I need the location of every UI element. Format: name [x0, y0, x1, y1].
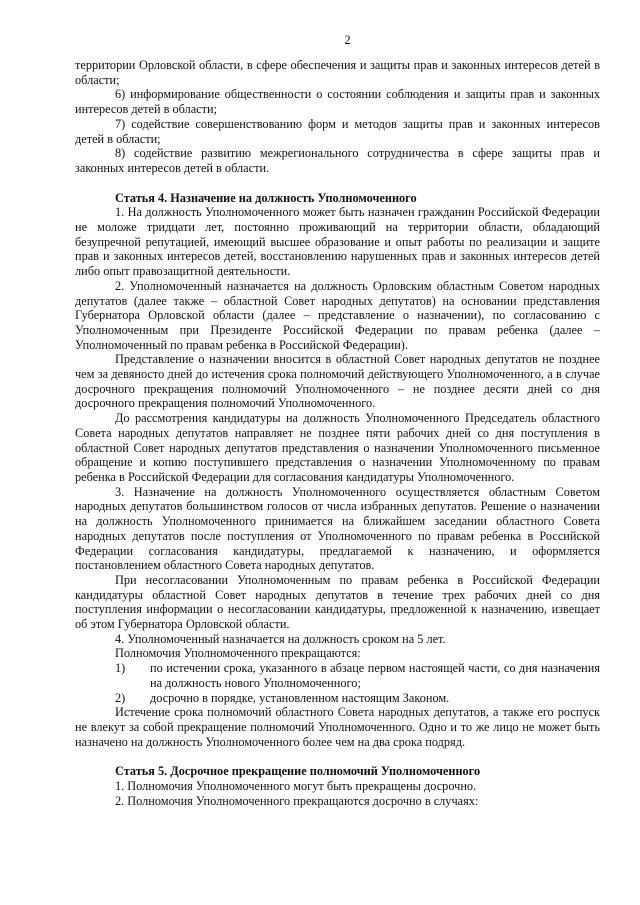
article-4-paragraph: Истечение срока полномочий областного Совета народных депутатов, а также его роспуск не влекут за собой прекращение полномочий Уполномоченного. Одно и то же лицо не может быть назначено на должность Уполномоченного более чем на два срока подряд.: [75, 705, 600, 749]
article-4-paragraph: 3. Назначение на должность Уполномоченного осуществляется областным Советом народных депутатов большинством голосов от числа избранных депутатов. Решение о назначении на должность Уполномоченного принимается на ближайшем заседании областного Совета народных депутатов после поступления от Уполномоченного по правам ребенка в Российской Федерации согласования кандидатуры, предлагаемой к назначению, и оформляется постановлением областного Совета народных депутатов.: [75, 484, 600, 573]
article-4-paragraph: Представление о назначении вносится в областной Совет народных депутатов не позднее чем за девяносто дней до истечения срока полномочий действующего Уполномоченного, а в случае досрочного прекращения полномочий Уполномоченного – не позднее десяти дней со дня досрочного прекращения полномочий Уполномоченного.: [75, 352, 600, 411]
page-number: 2: [344, 33, 351, 47]
section-gap: [75, 176, 600, 191]
subitem-text: досрочно в порядке, установленном настоящим Законом.: [150, 690, 450, 705]
article-5-title: Статья 5. Досрочное прекращение полномочий Уполномоченного: [115, 764, 481, 779]
article-4-paragraph: При несогласовании Уполномоченным по правам ребенка в Российской Федерации кандидатуры областной Совет народных депутатов в течение трех рабочих дней со дня поступления информации о несогласовании кандидатуры, предложенной к назначению, извещает об этом Губернатора Орловской области.: [75, 572, 600, 632]
subitem-text: по истечении срока, указанного в абзаце первом настоящей части, со дня назначения на должность нового Уполномоченного;: [150, 661, 600, 690]
subitem-number: 2): [115, 690, 126, 705]
intro-continuation: территории Орловской области, в сфере обеспечения и защиты прав и законных интересов детей в области;: [75, 58, 600, 87]
article-4-paragraph: 1. На должность Уполномоченного может быть назначен гражданин Российской Федерации не моложе тридцати лет, постоянно проживающий на территории области, обладающий безупречной репутацией, имеющий высшее образование и опыт работы по реализации и защите прав и законных интересов детей, восстановлению нарушенных прав и законных интересов детей либо опыт правозащитной деятельности.: [75, 205, 600, 279]
article-4-title: Статья 4. Назначение на должность Уполномоченного: [115, 190, 417, 205]
article-5-paragraph: 2. Полномочия Уполномоченного прекращаются досрочно в случаях:: [115, 793, 479, 808]
article-4-subitem-1: [75, 661, 600, 690]
list-item-7: 7) содействие совершенствованию форм и методов защиты прав и законных интересов детей в области;: [75, 116, 600, 146]
list-item-8: 8) содействие развитию межрегионального сотрудничества в сфере защиты прав и законных интересов детей в области.: [75, 146, 600, 175]
section-gap: [75, 749, 600, 764]
article-4-subitem-2: [75, 691, 600, 706]
list-item-6: 6) информирование общественности о состоянии соблюдения и защиты прав и законных интересов детей в области;: [75, 87, 600, 117]
article-4-paragraph: 4. Уполномоченный назначается на должность сроком на 5 лет.: [115, 631, 446, 646]
article-4-paragraph: До рассмотрения кандидатуры на должность Уполномоченного Председатель областного Совета народных депутатов направляет не позднее пяти рабочих дней со дня поступления в областной Совет народных депутатов представления о назначении Уполномоченного письменное обращение и копию поступившего представления о назначении Уполномоченному по правам ребенка в Российской Федерации для согласования кандидатуры Уполномоченного.: [75, 411, 600, 484]
article-5-paragraph: 1. Полномочия Уполномоченного могут быть прекращены досрочно.: [115, 779, 477, 794]
subitem-number: 1): [115, 661, 126, 676]
article-4-paragraph: Полномочия Уполномоченного прекращаются:: [115, 646, 361, 661]
article-4-paragraph: 2. Уполномоченный назначается на должность Орловским областным Советом народных депутатов (далее также – областной Совет народных депутатов) на основании представления Губернатора Орловской области (далее – представление о назначении), по согласованию с Уполномоченным при Президенте Российской Федерации по правам ребенка (далее – Уполномоченный по правам ребенка в Российской Федерации).: [75, 278, 600, 352]
